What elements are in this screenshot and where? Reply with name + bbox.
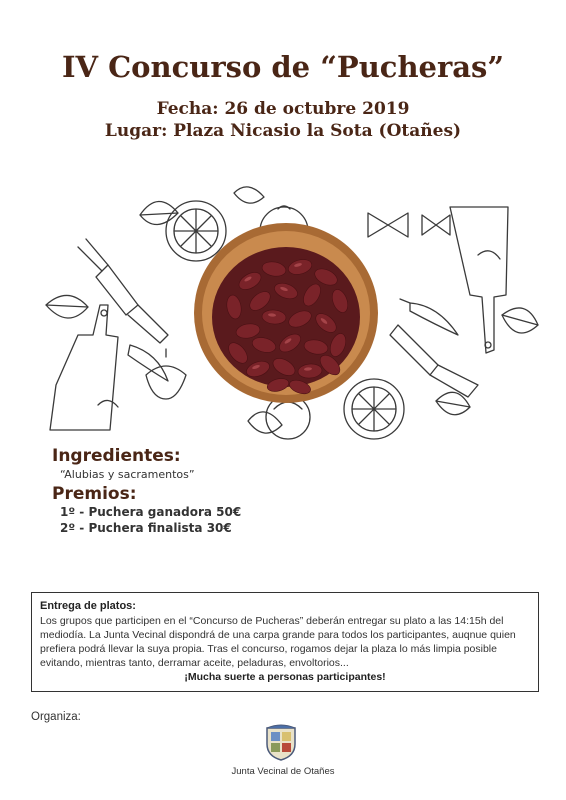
coat-of-arms-icon [263,722,299,762]
chili-pepper-icon [128,345,168,381]
leaf-icon [502,308,538,333]
pastry-brush-left-icon [78,239,168,343]
pasta-bow-icon [368,213,408,237]
beans-bowl-illustration [38,185,542,445]
delivery-closing: ¡Mucha suerte a personas participantes! [184,671,386,683]
organizer-name: Junta Vecinal de Otañes [231,766,335,777]
event-location: Lugar: Plaza Nicasio la Sota (Otañes) [104,121,462,141]
chili-pepper-icon [400,299,458,335]
organizer-label: Organiza: [31,711,81,723]
delivery-text: Los grupos que participen en el “Concurso de Pucheras” deberán entregar su plato a las 14:15h del mediodía. La Junta Vecinal dispondrá de una carpa grande para todos los participantes, auqnue quien prefiera podrá llevar la suya propia. Tras el concurso, rogamos dejar la plaza lo más limpia posible evitando, mientras tanto, derramar aceite, peladuras, envoltorios... [40,615,516,669]
ingredients-heading: Ingredientes: [52,446,181,466]
leaf-icon [248,412,282,433]
poster-title: IV Concurso de “Pucheras” [61,50,505,84]
pasta-bow-icon [422,215,450,235]
lemon-slice-icon [344,379,404,439]
event-date: Fecha: 26 de octubre 2019 [156,99,410,119]
cutting-board-right-icon [450,207,508,353]
wooden-bowl [194,223,378,403]
delivery-heading: Entrega de platos: [40,600,136,612]
prize-second: 2º - Puchera finalista 30€ [60,521,232,535]
prize-first: 1º - Puchera ganadora 50€ [60,505,242,519]
ingredients-value: “Alubias y sacramentos” [60,468,195,481]
cutting-board-left-icon [50,305,118,430]
leaf-icon [234,187,264,203]
leaf-icon [140,201,178,224]
pastry-brush-right-icon [390,325,478,397]
leaf-icon [46,295,88,318]
delivery-info-box [31,592,539,692]
prizes-heading: Premios: [52,484,137,504]
